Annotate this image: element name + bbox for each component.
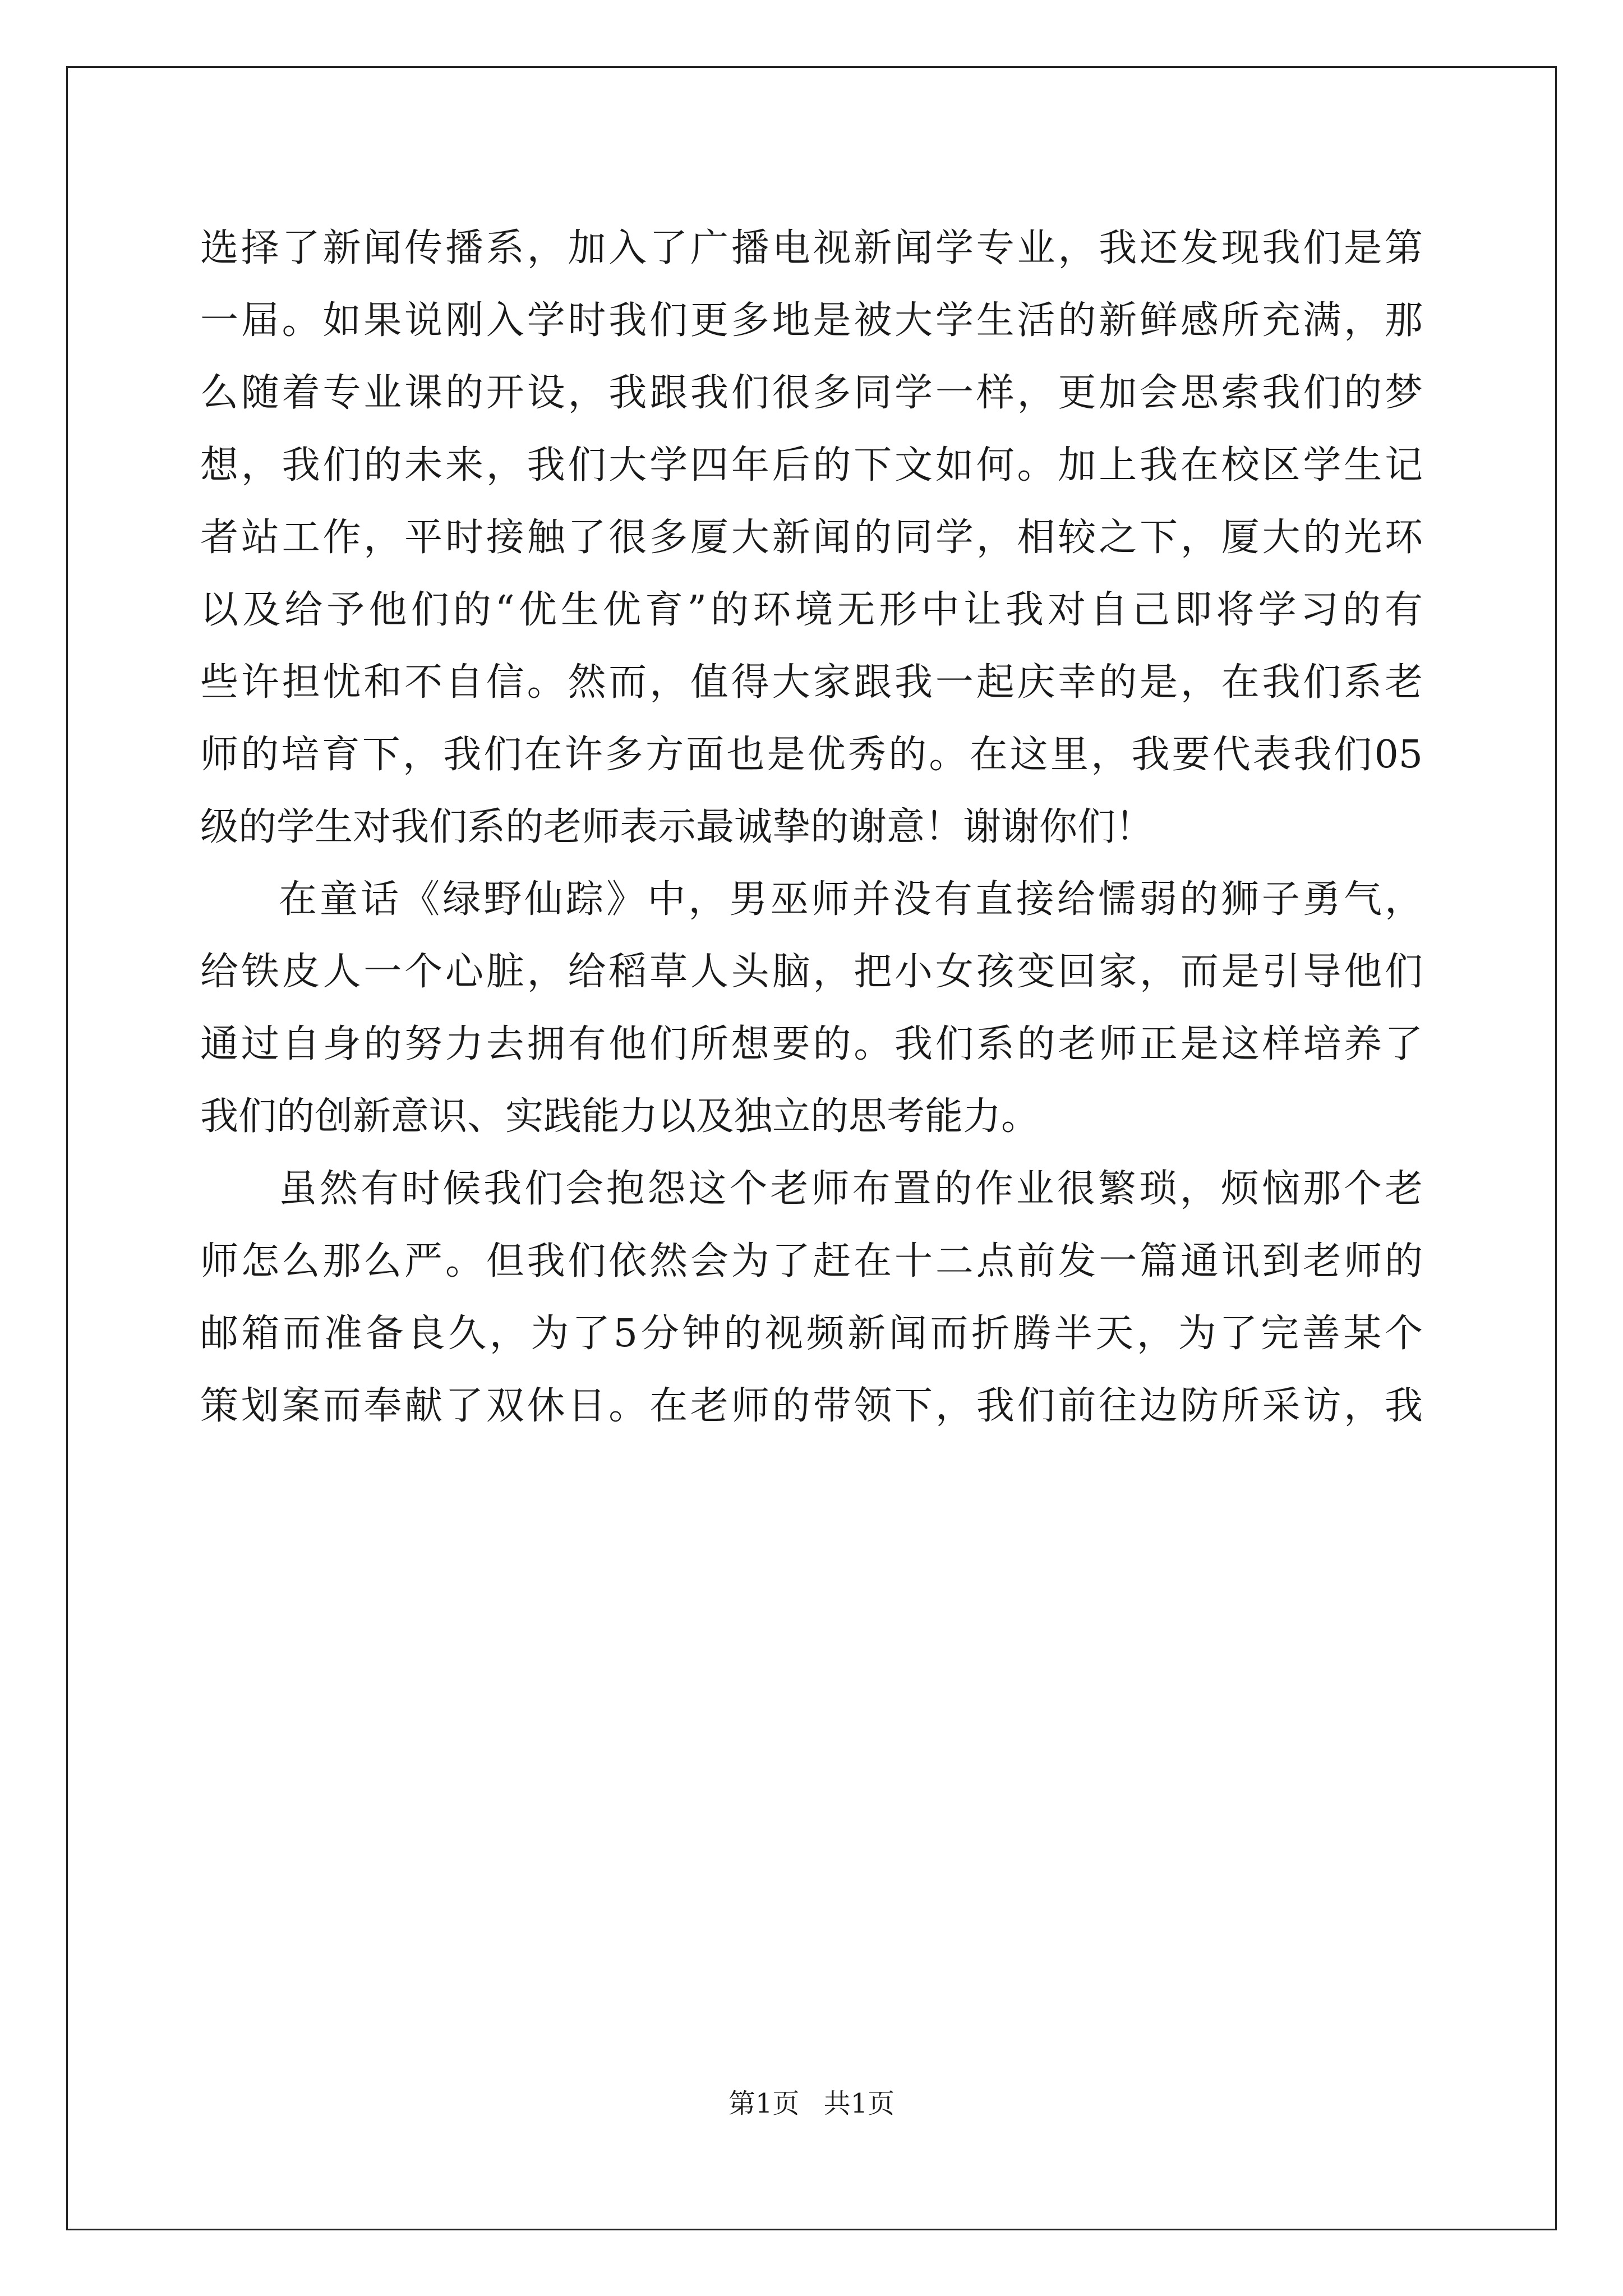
paragraph-line: 策划案而奉献了双休日。在老师的带领下，我们前往边防所采访，我: [200, 1384, 1423, 1428]
paragraph-line: 一届。如果说刚入学时我们更多地是被大学生活的新鲜感所充满，那: [200, 298, 1423, 343]
page-footer: 第1页 共1页: [728, 2088, 895, 2119]
paragraph-line: 以及给予他们的“优生优育”的环境无形中让我对自己即将学习的有: [200, 588, 1423, 632]
paragraph-line: 邮箱而准备良久，为了5分钟的视频新闻而折腾半天，为了完善某个: [200, 1312, 1423, 1356]
paragraph-line: 虽然有时候我们会抱怨这个老师布置的作业很繁琐，烦恼那个老: [279, 1167, 1423, 1211]
paragraph-line: 者站工作，平时接触了很多厦大新闻的同学，相较之下，厦大的光环: [200, 516, 1423, 560]
paragraph-line: 么随着专业课的开设，我跟我们很多同学一样，更加会思索我们的梦: [200, 371, 1423, 415]
paragraph-line: 级的学生对我们系的老师表示最诚挚的谢意！谢谢你们！: [200, 805, 1154, 849]
paragraph-line: 给铁皮人一个心脏，给稻草人头脑，把小女孩变回家，而是引导他们: [200, 950, 1423, 994]
paragraph-line: 师的培育下，我们在许多方面也是优秀的。在这里，我要代表我们05: [200, 733, 1423, 777]
paragraph-line: 师怎么那么严。但我们依然会为了赶在十二点前发一篇通讯到老师的: [200, 1239, 1423, 1283]
paragraph-line: 想，我们的未来，我们大学四年后的下文如何。加上我在校区学生记: [200, 443, 1423, 487]
paragraph-line: 选择了新闻传播系，加入了广播电视新闻学专业，我还发现我们是第: [200, 226, 1423, 270]
paragraph-line: 在童话《绿野仙踪》中，男巫师并没有直接给懦弱的狮子勇气，: [279, 877, 1423, 922]
paragraph-line: 些许担忧和不自信。然而，值得大家跟我一起庆幸的是，在我们系老: [200, 660, 1423, 705]
paragraph-line: 我们的创新意识、实践能力以及独立的思考能力。: [200, 1094, 1040, 1139]
paragraph-line: 通过自身的努力去拥有他们所想要的。我们系的老师正是这样培养了: [200, 1022, 1423, 1066]
